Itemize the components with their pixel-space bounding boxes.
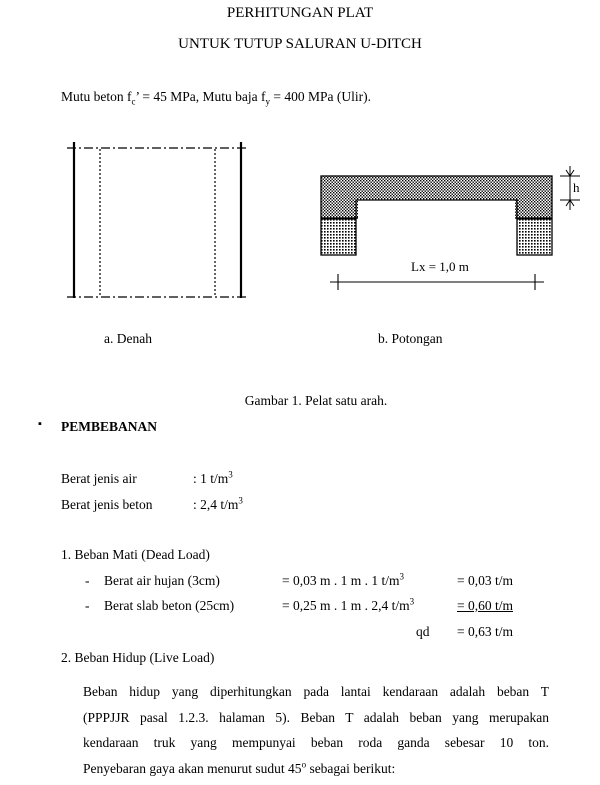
- dead-load-row-1-calc-text: = 0,03 m . 1 m . 1 t/m: [282, 573, 400, 588]
- materials-fc-rest: ’ = 45 MPa, Mutu baja f: [135, 89, 266, 104]
- concrete-value-sup: 3: [238, 495, 243, 506]
- figure-caption: Gambar 1. Pelat satu arah.: [244, 393, 388, 408]
- dead-load-row-1-label: Berat air hujan (3cm): [104, 573, 220, 588]
- plan-view-drawing: [67, 142, 248, 298]
- live-load-line-4-post: sebagai berikut:: [306, 760, 396, 776]
- dead-load-row-1-calc-sup: 3: [399, 571, 404, 582]
- live-load-line-4-pre: Penyebaran gaya akan menurut sudut 45: [83, 760, 302, 776]
- section-bullet: ▪: [38, 418, 42, 430]
- dead-load-heading: 1. Beban Mati (Dead Load): [61, 547, 210, 562]
- concrete-value: [193, 497, 243, 513]
- water-value-sup: 3: [228, 469, 233, 480]
- dead-load-row-2-label: Berat slab beton (25cm): [104, 598, 235, 613]
- live-load-line-4: [83, 756, 549, 782]
- materials-prefix: Mutu beton f: [61, 89, 132, 104]
- dead-load-row-1-result: = 0,03 t/m: [457, 573, 513, 588]
- concrete-value-text: : 2,4 t/m: [193, 497, 239, 512]
- dead-load-row-1-dash: -: [85, 573, 90, 588]
- caption-b: b. Potongan: [378, 331, 443, 346]
- section-slab-notch: [358, 200, 515, 220]
- dead-load-row-1-calc: [282, 573, 404, 589]
- live-load-line-3: kendaraan truk yang mempunyai beban roda ganda sebesar 10 ton.: [83, 735, 549, 750]
- live-load-paragraph: [83, 679, 549, 781]
- page-title-line1: PERHITUNGAN PLAT: [226, 5, 374, 21]
- live-load-line-1: Beban hidup yang diperhitungkan pada lantai kendaraan adalah beban T: [83, 684, 549, 699]
- dead-load-total-value: = 0,63 t/m: [457, 624, 513, 639]
- section-right-wall: [517, 219, 552, 255]
- caption-a: a. Denah: [104, 331, 152, 346]
- water-value: [193, 471, 233, 487]
- dead-load-row-2-calc-text: = 0,25 m . 1 m . 2,4 t/m: [282, 598, 410, 613]
- dead-load-row-2-dash: -: [85, 598, 90, 613]
- water-value-text: : 1 t/m: [193, 471, 229, 486]
- dead-load-row-2-result: = 0,60 t/m: [457, 598, 513, 613]
- fy-subscript: y: [265, 96, 270, 107]
- section-heading: PEMBEBANAN: [61, 419, 158, 434]
- dim-h-label: h: [573, 180, 580, 195]
- concrete-label: Berat jenis beton: [61, 497, 153, 512]
- dead-load-row-2-calc: [282, 598, 414, 614]
- dim-lx-label: Lx = 1,0 m: [411, 259, 469, 274]
- section-left-wall: [321, 219, 356, 255]
- dead-load-row-2-calc-sup: 3: [409, 596, 415, 607]
- page-title-line2: UNTUK TUTUP SALURAN U-DITCH: [178, 36, 422, 52]
- degree-sup: o: [301, 759, 307, 769]
- water-label: Berat jenis air: [61, 471, 137, 486]
- fc-subscript: c: [131, 96, 136, 107]
- materials-fy-rest: = 400 MPa (Ulir).: [269, 89, 371, 104]
- live-load-heading: 2. Beban Hidup (Live Load): [61, 650, 215, 665]
- dead-load-total-label: qd: [416, 624, 430, 639]
- live-load-line-2: (PPPJJR pasal 1.2.3. halaman 5). Beban T adalah beban yang merupakan: [83, 709, 549, 725]
